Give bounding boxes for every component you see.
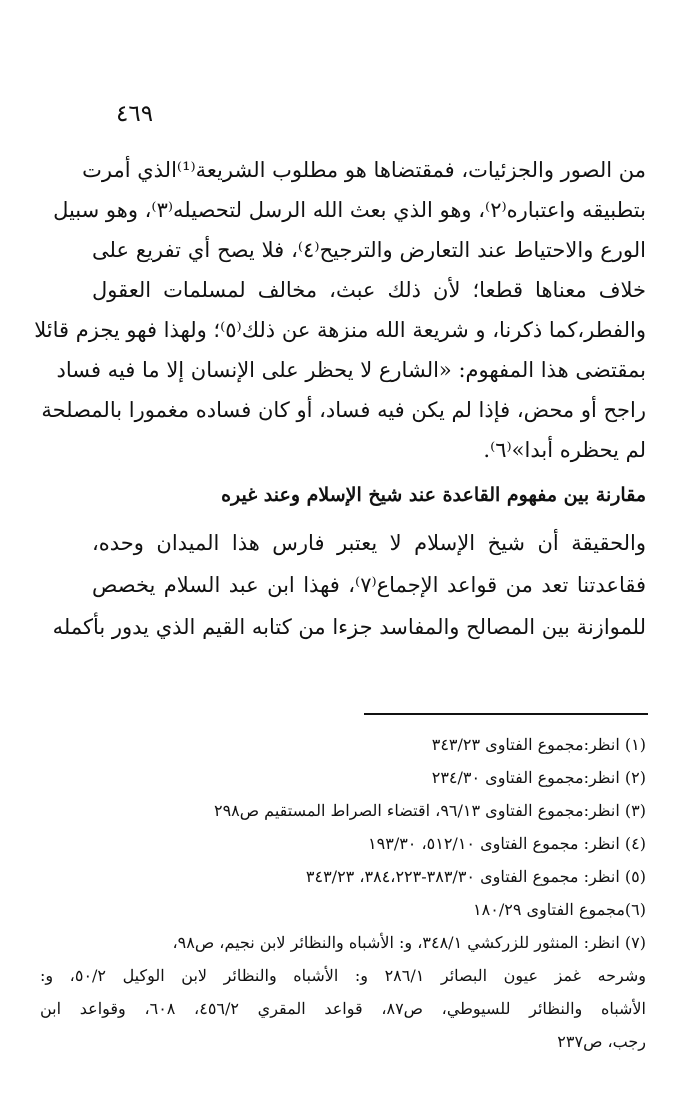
text-line: فقاعدتنا تعد من قواعد الإجماع⁽٧⁾، فهذا ابن عبد السلام يخصص <box>92 573 647 597</box>
text-line: بتطبيقه واعتباره⁽٢⁾، وهو الذي بعث الله الرسل لتحصيله⁽٣⁾، وهو سبيل <box>53 198 646 222</box>
footnotes <box>40 728 646 1058</box>
text-line: للموازنة بين المصالح والمفاسد جزءا من كتابه القيم الذي يدور بأكمله <box>52 615 646 639</box>
text-line: والحقيقة أن شيخ الإسلام لا يعتبر فارس هذا الميدان وحده، <box>92 531 646 555</box>
footnote-item: (١) انظر:مجموع الفتاوى ٣٤٣/٢٣ <box>431 735 646 754</box>
footnote-item: (٦)مجموع الفتاوى ١٨٠/٢٩ <box>473 900 646 919</box>
footnote-separator <box>364 713 648 715</box>
text-line: بمقتضى هذا المفهوم: «الشارع لا يحظر على الإنسان إلا ما فيه فساد <box>56 358 646 382</box>
text-line: الورع والاحتياط عند التعارض والترجيح⁽٤⁾، فلا يصح أي تفريع على <box>92 238 647 262</box>
text-line: من الصور والجزئيات، فمقتضاها هو مطلوب الشريعة⁽¹⁾الذي أمرت <box>82 158 646 182</box>
footnote-item: (٥) انظر: مجموع الفتاوى ٣٨٣/٣٠-٣٨٤،٢٢٣، ٣٤٣/٢٣ <box>305 867 646 886</box>
footnote-item: (٢) انظر:مجموع الفتاوى ٢٣٤/٣٠ <box>431 768 646 787</box>
footnote-item: (٧) انظر: المنثور للزركشي ٣٤٨/١، و: الأشباه والنظائر لابن نجيم، ص٩٨، <box>172 933 646 952</box>
footnote-item: (٤) انظر: مجموع الفتاوى ٥١٢/١٠، ١٩٣/٣٠ <box>368 834 646 853</box>
paragraph-1 <box>34 150 647 470</box>
section-heading: مقارنة بين مفهوم القاعدة عند شيخ الإسلام وعند غيره <box>221 484 646 506</box>
text-line: لم يحظره أبدا»⁽٦⁾. <box>483 438 646 462</box>
footnote-continuation: الأشباه والنظائر للسيوطي، ص٨٧، قواعد المقري ٤٥٦/٢، ٦٠٨، وقواعد ابن <box>40 999 647 1018</box>
text-line: راجح أو محض، فإذا لم يكن فيه فساد، أو كان فساده مغمورا بالمصلحة <box>41 398 646 422</box>
footnote-continuation: رجب، ص٢٣٧ <box>557 1032 646 1051</box>
text-line: خلاف معناها قطعا؛ لأن ذلك عبث، مخالف لمسلمات العقول <box>92 278 646 302</box>
paragraph-2 <box>52 522 647 648</box>
text-line: والفطر،كما ذكرنا، و شريعة الله منزهة عن ذلك⁽٥⁾؛ ولهذا فهو يجزم قائلا <box>34 318 646 342</box>
page-number: ٤٦٩ <box>116 101 154 127</box>
footnote-item: (٣) انظر:مجموع الفتاوى ٩٦/١٣، اقتضاء الصراط المستقيم ص٢٩٨ <box>213 801 646 820</box>
footnote-continuation: وشرحه غمز عيون البصائر ٢٨٦/١ و: الأشباه والنظائر لابن الوكيل ٥٠/٢، و: <box>40 966 646 985</box>
